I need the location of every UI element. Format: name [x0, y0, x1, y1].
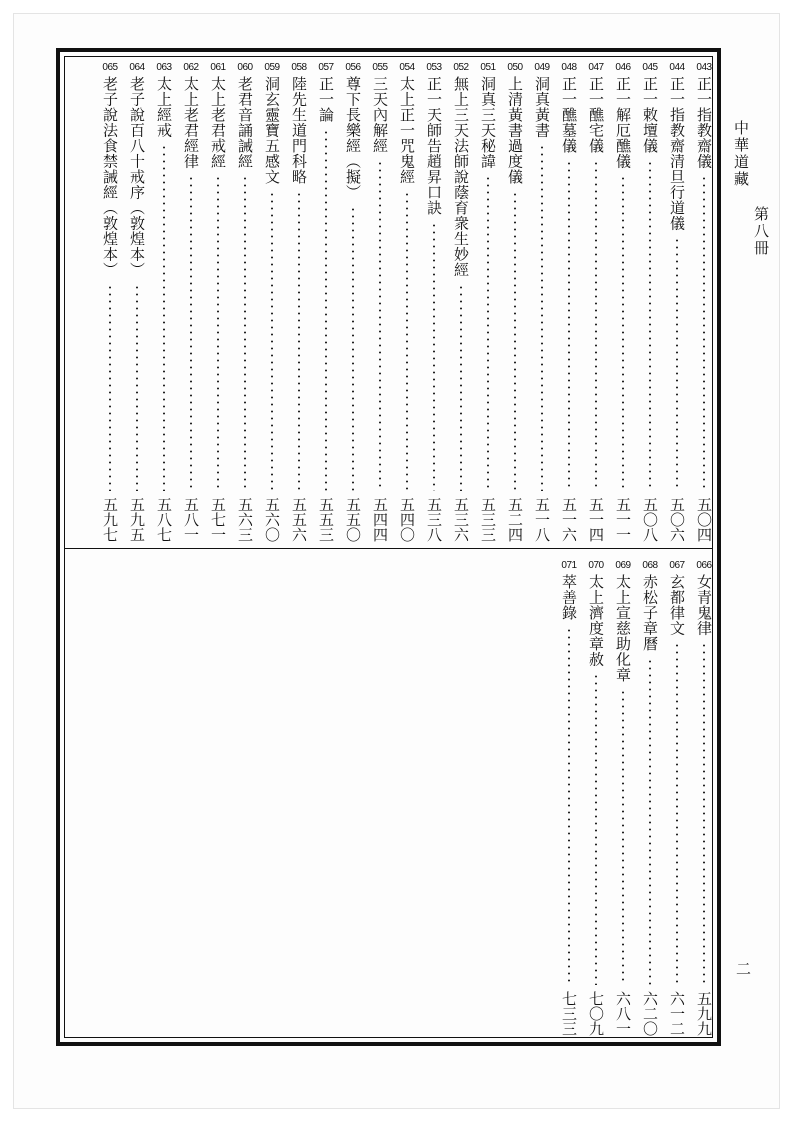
- toc-entry-title: 太上宣慈助化章: [614, 574, 632, 683]
- toc-entry-page: 五六〇: [263, 497, 281, 542]
- toc-entry[interactable]: [664, 62, 690, 542]
- toc-entry-page: 五一六: [560, 497, 578, 542]
- toc-leader-dots: [163, 144, 165, 491]
- toc-entry-number: 069: [615, 560, 631, 571]
- toc-entry-page: 五一四: [587, 497, 605, 542]
- toc-entry-page: 五七一: [209, 497, 227, 542]
- toc-entry-title: 玄都律文: [668, 574, 686, 636]
- toc-leader-dots: [217, 175, 219, 491]
- toc-entry-title: 老子說百八十戒序（敦煌本）: [128, 76, 146, 278]
- toc-entry[interactable]: [340, 62, 366, 542]
- toc-leader-dots: [676, 642, 678, 985]
- toc-entry-title: 老君音誦誡經: [236, 76, 254, 169]
- toc-entry[interactable]: [448, 62, 474, 542]
- toc-entry[interactable]: [556, 62, 582, 542]
- toc-entry[interactable]: [664, 560, 690, 1036]
- toc-entry[interactable]: [151, 62, 177, 542]
- toc-entry-title: 正一天師告趙昇口訣: [425, 76, 443, 216]
- toc-entry-number: 060: [237, 62, 253, 73]
- toc-leader-dots: [703, 175, 705, 491]
- toc-leader-dots: [136, 284, 138, 492]
- toc-entry-title: 尊下長樂經（擬）: [344, 76, 362, 200]
- toc-entry-title: 正一醮宅儀: [587, 76, 605, 154]
- toc-leader-dots: [271, 191, 273, 492]
- toc-entry[interactable]: [259, 62, 285, 542]
- toc-entry-title: 洞真三天秘諱: [479, 76, 497, 169]
- toc-entry-title: 老子說法食禁誡經（敦煌本）: [101, 76, 119, 278]
- toc-entry-number: 051: [480, 62, 496, 73]
- toc-entry-title: 正一指教齋清旦行道儀: [668, 76, 686, 231]
- toc-entry-page: 五二四: [506, 497, 524, 542]
- toc-entry-page: 五九五: [128, 497, 146, 542]
- toc-entry-title: 正一解厄醮儀: [614, 76, 632, 169]
- toc-entry-number: 047: [588, 62, 604, 73]
- toc-entry-page: 六二〇: [641, 991, 659, 1036]
- toc-entry[interactable]: [529, 62, 555, 542]
- toc-leader-dots: [244, 175, 246, 491]
- toc-leader-dots: [352, 206, 354, 491]
- toc-entry-title: 正一敕壇儀: [641, 76, 659, 154]
- toc-entry-title: 陸先生道門科略: [290, 76, 308, 185]
- toc-entry-number: 043: [696, 62, 712, 73]
- toc-entry[interactable]: [124, 62, 150, 542]
- toc-entry-number: 065: [102, 62, 118, 73]
- toc-leader-dots: [325, 129, 327, 492]
- toc-entry-page: 五五三: [317, 497, 335, 542]
- toc-entry-title: 三天內解經: [371, 76, 389, 154]
- toc-leader-dots: [109, 284, 111, 492]
- toc-entry-title: 赤松子章曆: [641, 574, 659, 652]
- toc-leader-dots: [595, 160, 597, 492]
- toc-entry-number: 053: [426, 62, 442, 73]
- toc-entry-page: 六八一: [614, 991, 632, 1036]
- toc-entry-number: 054: [399, 62, 415, 73]
- toc-entry-title: 女青鬼律: [695, 574, 713, 636]
- running-head-title: 中華道藏: [732, 120, 750, 188]
- toc-leader-dots: [514, 191, 516, 492]
- toc-entry-page: 五九七: [101, 497, 119, 542]
- toc-entry-page: 七三三: [560, 991, 578, 1036]
- toc-entry-number: 057: [318, 62, 334, 73]
- toc-entry[interactable]: [475, 62, 501, 542]
- toc-entry[interactable]: [637, 560, 663, 1036]
- toc-entry[interactable]: [610, 560, 636, 1036]
- toc-leader-dots: [406, 191, 408, 492]
- toc-entry-title: 上清黃書過度儀: [506, 76, 524, 185]
- toc-leader-dots: [379, 160, 381, 492]
- toc-entry-page: 七〇九: [587, 991, 605, 1036]
- toc-leader-dots: [649, 160, 651, 492]
- toc-leader-dots: [298, 191, 300, 492]
- toc-leader-dots: [622, 689, 624, 986]
- toc-leader-dots: [568, 627, 570, 986]
- toc-entry-page: 五八一: [182, 497, 200, 542]
- toc-leader-dots: [460, 284, 462, 492]
- toc-leader-dots: [595, 673, 597, 985]
- toc-entry-title: 正一論: [317, 76, 335, 123]
- toc-entry-title: 太上正一咒鬼經: [398, 76, 416, 185]
- toc-entry-number: 048: [561, 62, 577, 73]
- toc-entry-title: 太上老君經律: [182, 76, 200, 169]
- toc-entry-number: 071: [561, 560, 577, 571]
- toc-entry-number: 061: [210, 62, 226, 73]
- toc-entry-page: 五九九: [695, 991, 713, 1036]
- toc-entry-page: 五〇八: [641, 497, 659, 542]
- toc-entry[interactable]: [583, 62, 609, 542]
- toc-entry-number: 062: [183, 62, 199, 73]
- toc-entry-number: 055: [372, 62, 388, 73]
- toc-entry-title: 無上三天法師說蔭育衆生妙經: [452, 76, 470, 278]
- toc-entry-page: 五三八: [425, 497, 443, 542]
- toc-entry[interactable]: [205, 62, 231, 542]
- toc-entry-number: 044: [669, 62, 685, 73]
- toc-leader-dots: [649, 658, 651, 986]
- running-head-volume: 第八冊: [752, 206, 770, 257]
- toc-leader-dots: [676, 237, 678, 491]
- toc-entry-page: 六一二: [668, 991, 686, 1036]
- toc-entry-page: 五〇四: [695, 497, 713, 542]
- toc-entry-number: 058: [291, 62, 307, 73]
- toc-entry-page: 五三六: [452, 497, 470, 542]
- toc-entry-number: 063: [156, 62, 172, 73]
- toc-entry[interactable]: [583, 560, 609, 1036]
- page-number: 二: [736, 960, 752, 978]
- toc-entry-number: 070: [588, 560, 604, 571]
- toc-entry-title: 洞真黃書: [533, 76, 551, 138]
- toc-entry-number: 064: [129, 62, 145, 73]
- toc-entry[interactable]: [691, 62, 717, 542]
- toc-entry-title: 太上老君戒經: [209, 76, 227, 169]
- toc-leader-dots: [703, 642, 705, 985]
- section-divider: [64, 548, 713, 549]
- toc-entry-page: 五六三: [236, 497, 254, 542]
- toc-entry-number: 056: [345, 62, 361, 73]
- toc-entry-page: 五一八: [533, 497, 551, 542]
- toc-entry-number: 045: [642, 62, 658, 73]
- toc-entry-number: 068: [642, 560, 658, 571]
- toc-entry[interactable]: [286, 62, 312, 542]
- toc-entry[interactable]: [610, 62, 636, 542]
- toc-entry[interactable]: [232, 62, 258, 542]
- toc-leader-dots: [541, 144, 543, 491]
- toc-entry-page: 五五六: [290, 497, 308, 542]
- toc-leader-dots: [433, 222, 435, 492]
- toc-entry-number: 059: [264, 62, 280, 73]
- toc-leader-dots: [487, 175, 489, 491]
- toc-entry-title: 萃善錄: [560, 574, 578, 621]
- toc-entry[interactable]: [313, 62, 339, 542]
- toc-leader-dots: [568, 160, 570, 492]
- toc-entry-number: 049: [534, 62, 550, 73]
- toc-entry[interactable]: [178, 62, 204, 542]
- toc-entry-title: 太上經戒: [155, 76, 173, 138]
- toc-entry-page: 五三三: [479, 497, 497, 542]
- toc-entry[interactable]: [556, 560, 582, 1036]
- toc-entry[interactable]: [367, 62, 393, 542]
- toc-entry[interactable]: [394, 62, 420, 542]
- toc-entry-page: 五一一: [614, 497, 632, 542]
- toc-leader-dots: [622, 175, 624, 491]
- toc-entry-number: 066: [696, 560, 712, 571]
- toc-entry-page: 五四〇: [398, 497, 416, 542]
- toc-entry-title: 正一指教齋儀: [695, 76, 713, 169]
- toc-entry-page: 五〇六: [668, 497, 686, 542]
- toc-entry-page: 五八七: [155, 497, 173, 542]
- toc-entry-page: 五四四: [371, 497, 389, 542]
- toc-entry-title: 正一醮墓儀: [560, 76, 578, 154]
- toc-leader-dots: [190, 175, 192, 491]
- toc-entry-number: 052: [453, 62, 469, 73]
- toc-entry-title: 太上濟度章赦: [587, 574, 605, 667]
- toc-entry-number: 067: [669, 560, 685, 571]
- toc-entry-page: 五五〇: [344, 497, 362, 542]
- toc-entry-number: 050: [507, 62, 523, 73]
- toc-entry[interactable]: [691, 560, 717, 1036]
- toc-entry[interactable]: [421, 62, 447, 542]
- toc-entry-title: 洞玄靈寶五感文: [263, 76, 281, 185]
- toc-entry[interactable]: [637, 62, 663, 542]
- toc-entry[interactable]: [502, 62, 528, 542]
- toc-entry[interactable]: [97, 62, 123, 542]
- toc-entry-number: 046: [615, 62, 631, 73]
